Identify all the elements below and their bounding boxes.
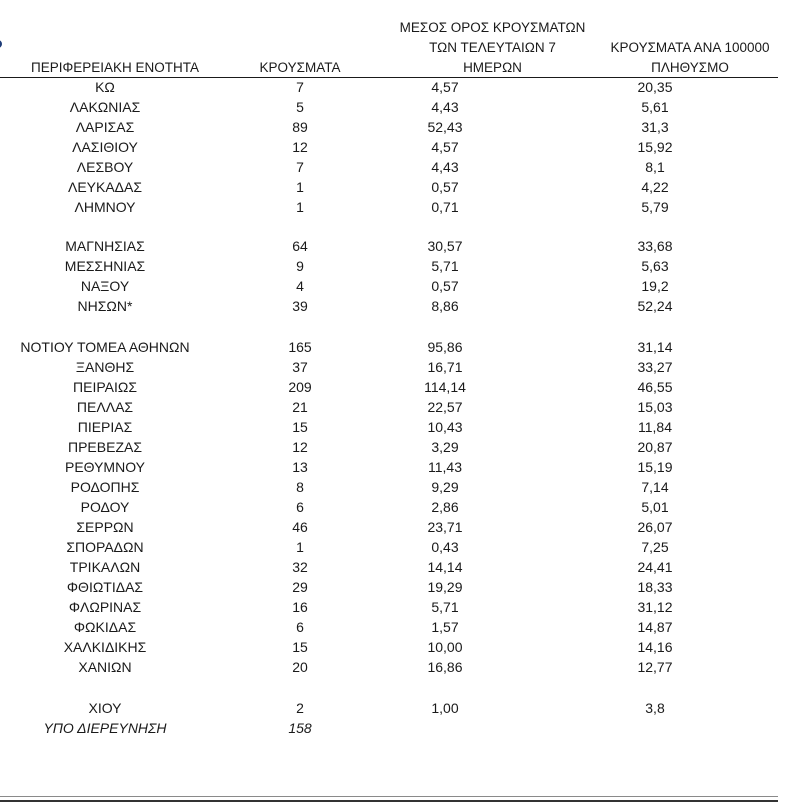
- table-row: [0, 177, 798, 197]
- cases-cell: 7: [296, 159, 304, 175]
- region-cell: ΧΑΛΚΙΔΙΚΗΣ: [63, 639, 147, 655]
- cases-cell: 2: [296, 700, 304, 716]
- table-row: [0, 377, 798, 397]
- region-cell: ΡΕΘΥΜΝΟΥ: [64, 459, 145, 475]
- header-region: ΠΕΡΙΦΕΡΕΙΑΚΗ ΕΝΟΤΗΤΑ: [30, 60, 200, 75]
- per-100k-cell: 33,68: [637, 238, 673, 254]
- table-row: [0, 417, 798, 437]
- table-row: [0, 117, 798, 137]
- table-row: [0, 357, 798, 377]
- cases-cell: 32: [292, 559, 308, 575]
- 7day-average-cell: 4,57: [431, 79, 459, 95]
- 7day-average-cell: 4,43: [431, 99, 459, 115]
- table-row: [0, 597, 798, 617]
- header-7day-average: [380, 18, 605, 78]
- 7day-average-cell: 16,71: [427, 359, 463, 375]
- per-100k-cell: 4,22: [641, 179, 669, 195]
- 7day-average-cell: 5,71: [431, 599, 459, 615]
- 7day-average-cell: 9,29: [431, 479, 459, 495]
- table-row: [0, 97, 798, 117]
- cases-cell: 6: [296, 499, 304, 515]
- region-cell: ΜΑΓΝΗΣΙΑΣ: [65, 238, 145, 254]
- table-row: [0, 477, 798, 497]
- per-100k-cell: 5,79: [641, 199, 669, 215]
- per-100k-cell: 15,03: [637, 399, 673, 415]
- cases-cell: 15: [292, 419, 308, 435]
- per-100k-cell: 26,07: [637, 519, 673, 535]
- 7day-average-cell: 8,86: [431, 298, 459, 314]
- cases-cell: 5: [296, 99, 304, 115]
- region-cell: ΛΕΥΚΑΔΑΣ: [67, 179, 143, 195]
- 7day-average-cell: 14,14: [427, 559, 463, 575]
- table-row: [0, 236, 798, 256]
- table-row: [0, 137, 798, 157]
- table-row: [0, 157, 798, 177]
- per-100k-cell: 19,2: [641, 278, 669, 294]
- 7day-average-cell: 4,43: [431, 159, 459, 175]
- header-per-100k-line: ΠΛΗΘΥΣΜΟ: [651, 60, 729, 75]
- 7day-average-cell: 30,57: [427, 238, 463, 254]
- region-cell: ΜΕΣΣΗΝΙΑΣ: [64, 258, 146, 274]
- cases-cell: 46: [292, 519, 308, 535]
- table-row: [0, 296, 798, 316]
- 7day-average-cell: 5,71: [431, 258, 459, 274]
- per-100k-cell: 18,33: [637, 579, 673, 595]
- region-cell: ΠΙΕΡΙΑΣ: [77, 419, 133, 435]
- cases-cell: 15: [292, 639, 308, 655]
- table-row: [0, 337, 798, 357]
- 7day-average-cell: 52,43: [427, 119, 463, 135]
- table-row: [0, 457, 798, 477]
- 7day-average-cell: 95,86: [427, 339, 463, 355]
- region-cell: ΛΕΣΒΟΥ: [76, 159, 134, 175]
- 7day-average-cell: 4,57: [431, 139, 459, 155]
- region-cell: ΧΑΝΙΩΝ: [78, 659, 132, 675]
- region-cell: ΝΑΞΟΥ: [80, 278, 130, 294]
- per-100k-cell: 20,35: [637, 79, 673, 95]
- cases-cell: 9: [296, 258, 304, 274]
- region-cell: ΛΑΚΩΝΙΑΣ: [69, 99, 141, 115]
- cases-cell: 4: [296, 278, 304, 294]
- region-cell: ΡΟΔΟΥ: [80, 499, 130, 515]
- cases-cell: 21: [292, 399, 308, 415]
- cases-cell: 12: [292, 439, 308, 455]
- table-row: [0, 617, 798, 637]
- region-cell: ΞΑΝΘΗΣ: [75, 359, 135, 375]
- header-per-100k-line: ΚΡΟΥΣΜΑΤΑ ΑΝΑ 100000: [610, 40, 770, 55]
- table-row: [0, 77, 798, 97]
- cases-cell: 29: [292, 579, 308, 595]
- 7day-average-cell: 2,86: [431, 499, 459, 515]
- cases-cell: 64: [292, 238, 308, 254]
- table-row: [0, 256, 798, 276]
- per-100k-cell: 15,19: [637, 459, 673, 475]
- region-cell: ΝΟΤΙΟΥ ΤΟΜΕΑ ΑΘΗΝΩΝ: [20, 339, 190, 355]
- cases-cell: 12: [292, 139, 308, 155]
- region-cell: ΦΛΩΡΙΝΑΣ: [68, 599, 142, 615]
- table-row: [0, 718, 798, 738]
- per-100k-cell: 46,55: [637, 379, 673, 395]
- cases-cell: 158: [288, 720, 312, 736]
- 7day-average-cell: 0,43: [431, 539, 459, 555]
- region-cell: ΛΗΜΝΟΥ: [74, 199, 136, 215]
- region-cell: ΣΕΡΡΩΝ: [76, 519, 134, 535]
- 7day-average-cell: 10,00: [427, 639, 463, 655]
- cases-cell: 16: [292, 599, 308, 615]
- per-100k-cell: 14,87: [637, 619, 673, 635]
- per-100k-cell: 5,63: [641, 258, 669, 274]
- cases-cell: 20: [292, 659, 308, 675]
- cases-cell: 37: [292, 359, 308, 375]
- table-row: [0, 397, 798, 417]
- header-7day-average-line: ΤΩΝ ΤΕΛΕΥΤΑΙΩΝ 7: [429, 40, 556, 55]
- region-cell: ΝΗΣΩΝ*: [77, 298, 133, 314]
- 7day-average-cell: 19,29: [427, 579, 463, 595]
- region-cell: ΛΑΡΙΣΑΣ: [75, 119, 135, 135]
- region-cell: ΠΡΕΒΕΖΑΣ: [67, 439, 142, 455]
- cases-cell: 8: [296, 479, 304, 495]
- table-row: [0, 577, 798, 597]
- region-cell: ΠΕΙΡΑΙΩΣ: [73, 379, 137, 395]
- per-100k-cell: 11,84: [638, 419, 672, 435]
- per-100k-cell: 14,16: [637, 639, 673, 655]
- 7day-average-cell: 11,43: [428, 459, 462, 475]
- 7day-average-cell: 0,57: [431, 179, 459, 195]
- header-cases: ΚΡΟΥΣΜΑΤΑ: [259, 60, 341, 75]
- cases-cell: 1: [296, 179, 304, 195]
- per-100k-cell: 12,77: [637, 659, 673, 675]
- footer-divider: [0, 796, 778, 802]
- cases-cell: 89: [292, 119, 308, 135]
- table-row: [0, 537, 798, 557]
- per-100k-cell: 31,12: [637, 599, 673, 615]
- region-cell: ΥΠΟ ΔΙΕΡΕΥΝΗΣΗ: [43, 720, 167, 736]
- per-100k-cell: 7,25: [641, 539, 669, 555]
- 7day-average-cell: 10,43: [427, 419, 463, 435]
- region-cell: ΠΕΛΛΑΣ: [76, 399, 134, 415]
- table-row: [0, 517, 798, 537]
- 7day-average-cell: 1,57: [431, 619, 459, 635]
- 7day-average-cell: 0,57: [431, 278, 459, 294]
- 7day-average-cell: 0,71: [431, 199, 459, 215]
- header-7day-average-line: ΜΕΣΟΣ ΟΡΟΣ ΚΡΟΥΣΜΑΤΩΝ: [399, 20, 586, 35]
- cases-cell: 13: [292, 459, 308, 475]
- per-100k-cell: 24,41: [637, 559, 673, 575]
- header-7day-average-line: ΗΜΕΡΩΝ: [463, 60, 522, 75]
- header-per-100k: [590, 38, 790, 78]
- per-100k-cell: 5,01: [641, 499, 669, 515]
- 7day-average-cell: 23,71: [427, 519, 463, 535]
- per-100k-cell: 31,14: [637, 339, 673, 355]
- per-100k-cell: 33,27: [637, 359, 673, 375]
- table-row: [0, 437, 798, 457]
- region-cell: ΦΩΚΙΔΑΣ: [73, 619, 137, 635]
- region-cell: ΧΙΟΥ: [88, 700, 122, 716]
- 7day-average-cell: 22,57: [427, 399, 463, 415]
- per-100k-cell: 3,8: [645, 700, 665, 716]
- per-100k-cell: 8,1: [645, 159, 665, 175]
- 7day-average-cell: 3,29: [431, 439, 459, 455]
- per-100k-cell: 5,61: [641, 99, 669, 115]
- table-row: [0, 497, 798, 517]
- region-cell: ΤΡΙΚΑΛΩΝ: [69, 559, 141, 575]
- table-row: [0, 657, 798, 677]
- cases-cell: 6: [296, 619, 304, 635]
- cases-cell: 1: [296, 539, 304, 555]
- table-header: [0, 0, 798, 77]
- cases-cell: 1: [296, 199, 304, 215]
- table-row: [0, 557, 798, 577]
- cases-cell: 39: [292, 298, 308, 314]
- region-cell: ΣΠΟΡΑΔΩΝ: [66, 539, 144, 555]
- region-cell: ΡΟΔΟΠΗΣ: [70, 479, 140, 495]
- cases-cell: 209: [288, 379, 312, 395]
- per-100k-cell: 15,92: [637, 139, 673, 155]
- 7day-average-cell: 114,14: [424, 379, 466, 395]
- region-cell: ΦΘΙΩΤΙΔΑΣ: [66, 579, 144, 595]
- per-100k-cell: 7,14: [641, 479, 669, 495]
- table-row: [0, 197, 798, 217]
- region-cell: ΛΑΣΙΘΙΟΥ: [72, 139, 138, 155]
- table-row: [0, 698, 798, 718]
- table-row: [0, 637, 798, 657]
- cases-cell: 7: [296, 79, 304, 95]
- table-row: [0, 276, 798, 296]
- per-100k-cell: 52,24: [637, 298, 673, 314]
- 7day-average-cell: 16,86: [427, 659, 463, 675]
- per-100k-cell: 31,3: [641, 119, 669, 135]
- per-100k-cell: 20,87: [637, 439, 673, 455]
- 7day-average-cell: 1,00: [431, 700, 459, 716]
- region-cell: ΚΩ: [95, 79, 115, 95]
- cases-cell: 165: [288, 339, 312, 355]
